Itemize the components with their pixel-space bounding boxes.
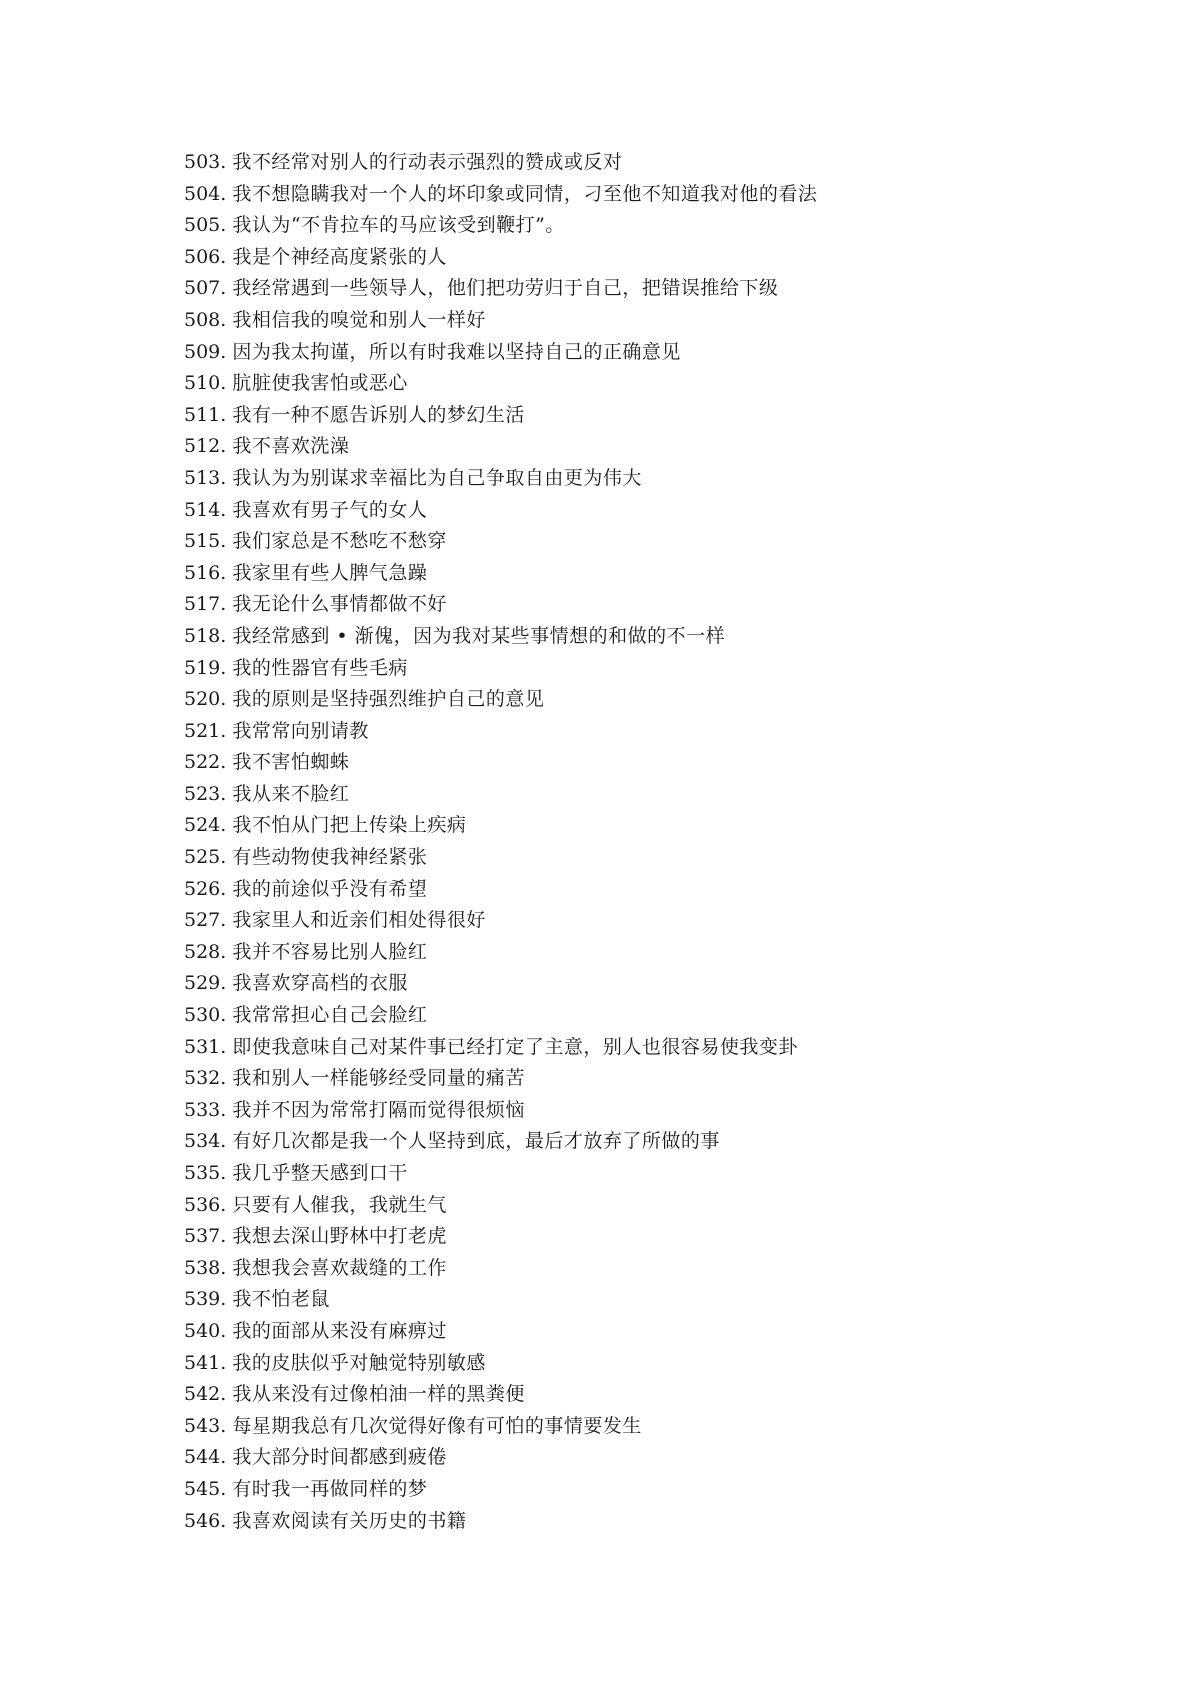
item-text: 我不经常对别人的行动表示强烈的赞成或反对 <box>232 151 623 173</box>
list-item <box>184 589 1144 621</box>
item-number: 514. <box>184 498 233 521</box>
item-text: 我家里有些人脾气急躁 <box>232 561 428 584</box>
item-text: 我有一种不愿告诉别人的梦幻生活 <box>232 403 525 426</box>
list-item <box>184 337 1144 369</box>
item-text: 我不害怕蜘蛛 <box>232 751 350 774</box>
list-item <box>184 1253 1144 1285</box>
item-number: 520. <box>184 688 233 711</box>
list-item <box>184 526 1144 558</box>
item-number: 516. <box>184 561 233 584</box>
item-text: 我的原则是坚持强烈维护自己的意见 <box>232 688 545 711</box>
item-text: 因为我太拘谨，所以有时我难以坚持自己的正确意见 <box>232 340 681 363</box>
list-item <box>184 495 1144 527</box>
list-item <box>184 431 1144 463</box>
item-text: 我经常感到 • 渐傀，因为我对某些事情想的和做的不一样 <box>232 624 726 647</box>
item-number: 505. <box>184 214 233 237</box>
item-number: 529. <box>184 972 233 995</box>
list-item <box>184 716 1144 748</box>
item-number: 509. <box>184 340 233 363</box>
list-item <box>184 937 1144 969</box>
item-number: 525. <box>184 846 233 869</box>
item-text: 我几乎整天感到口干 <box>232 1162 408 1184</box>
item-text: 我并不因为常常打隔而觉得很烦恼 <box>232 1098 525 1121</box>
item-number: 534. <box>184 1130 233 1153</box>
item-text: 我喜欢穿高档的衣服 <box>232 972 408 995</box>
item-text: 我无论什么事情都做不好 <box>232 593 447 616</box>
list-item <box>184 968 1144 1000</box>
item-number: 510. <box>184 372 233 395</box>
item-number: 543. <box>184 1414 233 1437</box>
list-item <box>184 1474 1144 1506</box>
list-item <box>184 147 1144 179</box>
item-number: 537. <box>184 1225 233 1248</box>
item-number: 521. <box>184 719 233 742</box>
item-text: 我认为为别谋求幸福比为自己争取自由更为伟大 <box>232 466 642 489</box>
item-text: 有些动物使我神经紧张 <box>232 846 428 869</box>
item-text: 我家里人和近亲们相处得很好 <box>232 909 486 932</box>
list-item <box>184 1348 1144 1380</box>
question-list <box>184 147 1144 1537</box>
list-item <box>184 558 1144 590</box>
item-text: 有好几次都是我一个人坚持到底，最后才放弃了所做的事 <box>232 1130 720 1153</box>
list-item <box>184 1032 1144 1064</box>
item-text: 我常常向别请教 <box>232 719 369 742</box>
item-number: 531. <box>184 1035 233 1058</box>
item-number: 527. <box>184 909 233 932</box>
item-number: 511. <box>184 403 233 426</box>
item-text: 我大部分时间都感到疲倦 <box>232 1446 447 1469</box>
item-text: 我想去深山野林中打老虎 <box>232 1225 447 1248</box>
item-number: 544. <box>184 1446 233 1469</box>
item-text: 每星期我总有几次觉得好像有可怕的事情要发生 <box>232 1414 642 1437</box>
item-number: 522. <box>184 751 233 774</box>
item-number: 545. <box>184 1477 233 1500</box>
item-text: 我并不容易比别人脸红 <box>232 940 428 963</box>
list-item <box>184 905 1144 937</box>
item-number: 528. <box>184 940 233 963</box>
item-number: 517. <box>184 593 233 616</box>
list-item <box>184 1000 1144 1032</box>
item-text: 我的面部从来没有麻痹过 <box>232 1319 447 1342</box>
item-number: 523. <box>184 782 233 805</box>
item-text: 我认为“不肯拉车的马应该受到鞭打”。 <box>232 214 565 237</box>
item-text: 我不想隐瞒我对一个人的坏印象或同情，刁至他不知道我对他的看法 <box>232 182 818 205</box>
list-item <box>184 1095 1144 1127</box>
item-text: 我的性器官有些毛病 <box>232 656 408 679</box>
item-number: 512. <box>184 435 233 458</box>
list-item <box>184 305 1144 337</box>
list-item <box>184 179 1144 211</box>
item-text: 我想我会喜欢裁缝的工作 <box>232 1256 447 1279</box>
item-text: 肮脏使我害怕或恶心 <box>232 372 408 395</box>
item-number: 542. <box>184 1383 233 1406</box>
item-text: 我们家总是不愁吃不愁穿 <box>232 530 447 553</box>
item-number: 513. <box>184 466 233 489</box>
list-item <box>184 242 1144 274</box>
item-text: 我从来不脸红 <box>232 782 350 805</box>
list-item <box>184 1411 1144 1443</box>
list-item <box>184 368 1144 400</box>
item-text: 我的皮肤似乎对触觉特别敏感 <box>232 1351 486 1374</box>
item-number: 535. <box>184 1162 233 1184</box>
item-number: 532. <box>184 1067 233 1090</box>
item-text: 我相信我的嗅觉和别人一样好 <box>232 308 486 331</box>
item-text: 我喜欢阅读有关历史的书籍 <box>232 1509 467 1532</box>
list-item <box>184 210 1144 242</box>
list-item <box>184 1506 1144 1538</box>
item-text: 我不怕老鼠 <box>232 1288 330 1311</box>
item-text: 我不怕从门把上传染上疾病 <box>232 814 467 837</box>
list-item <box>184 810 1144 842</box>
item-number: 503. <box>184 151 233 173</box>
item-text: 我和别人一样能够经受同量的痛苦 <box>232 1067 525 1090</box>
item-text: 我常常担心自己会脸红 <box>232 1004 428 1027</box>
item-number: 530. <box>184 1004 233 1027</box>
item-number: 546. <box>184 1509 233 1532</box>
item-number: 533. <box>184 1098 233 1121</box>
item-number: 504. <box>184 182 233 205</box>
item-number: 536. <box>184 1193 233 1216</box>
item-number: 524. <box>184 814 233 837</box>
item-number: 508. <box>184 308 233 331</box>
list-item <box>184 1190 1144 1222</box>
list-item <box>184 874 1144 906</box>
item-text: 我是个神经高度紧张的人 <box>232 245 447 268</box>
item-text: 有时我一再做同样的梦 <box>232 1477 428 1500</box>
list-item <box>184 1158 1144 1190</box>
list-item <box>184 621 1144 653</box>
list-item <box>184 1442 1144 1474</box>
list-item <box>184 1221 1144 1253</box>
list-item <box>184 400 1144 432</box>
list-item <box>184 1126 1144 1158</box>
list-item <box>184 842 1144 874</box>
item-number: 506. <box>184 245 233 268</box>
list-item <box>184 1379 1144 1411</box>
item-text: 即使我意味自己对某件事已经打定了主意，别人也很容易使我变卦 <box>232 1035 798 1058</box>
item-number: 526. <box>184 877 233 900</box>
item-number: 539. <box>184 1288 233 1311</box>
item-text: 我喜欢有男子气的女人 <box>232 498 428 521</box>
item-number: 538. <box>184 1256 233 1279</box>
item-text: 我从来没有过像柏油一样的黑粪便 <box>232 1383 525 1406</box>
list-item <box>184 653 1144 685</box>
list-item <box>184 747 1144 779</box>
list-item <box>184 684 1144 716</box>
list-item <box>184 273 1144 305</box>
list-item <box>184 779 1144 811</box>
item-number: 507. <box>184 277 233 300</box>
item-number: 518. <box>184 624 233 647</box>
list-item <box>184 1284 1144 1316</box>
item-number: 519. <box>184 656 233 679</box>
item-number: 541. <box>184 1351 233 1374</box>
list-item <box>184 1316 1144 1348</box>
item-text: 只要有人催我，我就生气 <box>232 1193 447 1216</box>
item-number: 515. <box>184 530 233 553</box>
item-number: 540. <box>184 1319 233 1342</box>
item-text: 我不喜欢洗澡 <box>232 435 350 458</box>
item-text: 我经常遇到一些领导人，他们把功劳归于自己，把错误推给下级 <box>232 277 779 300</box>
list-item <box>184 463 1144 495</box>
item-text: 我的前途似乎没有希望 <box>232 877 428 900</box>
list-item <box>184 1063 1144 1095</box>
